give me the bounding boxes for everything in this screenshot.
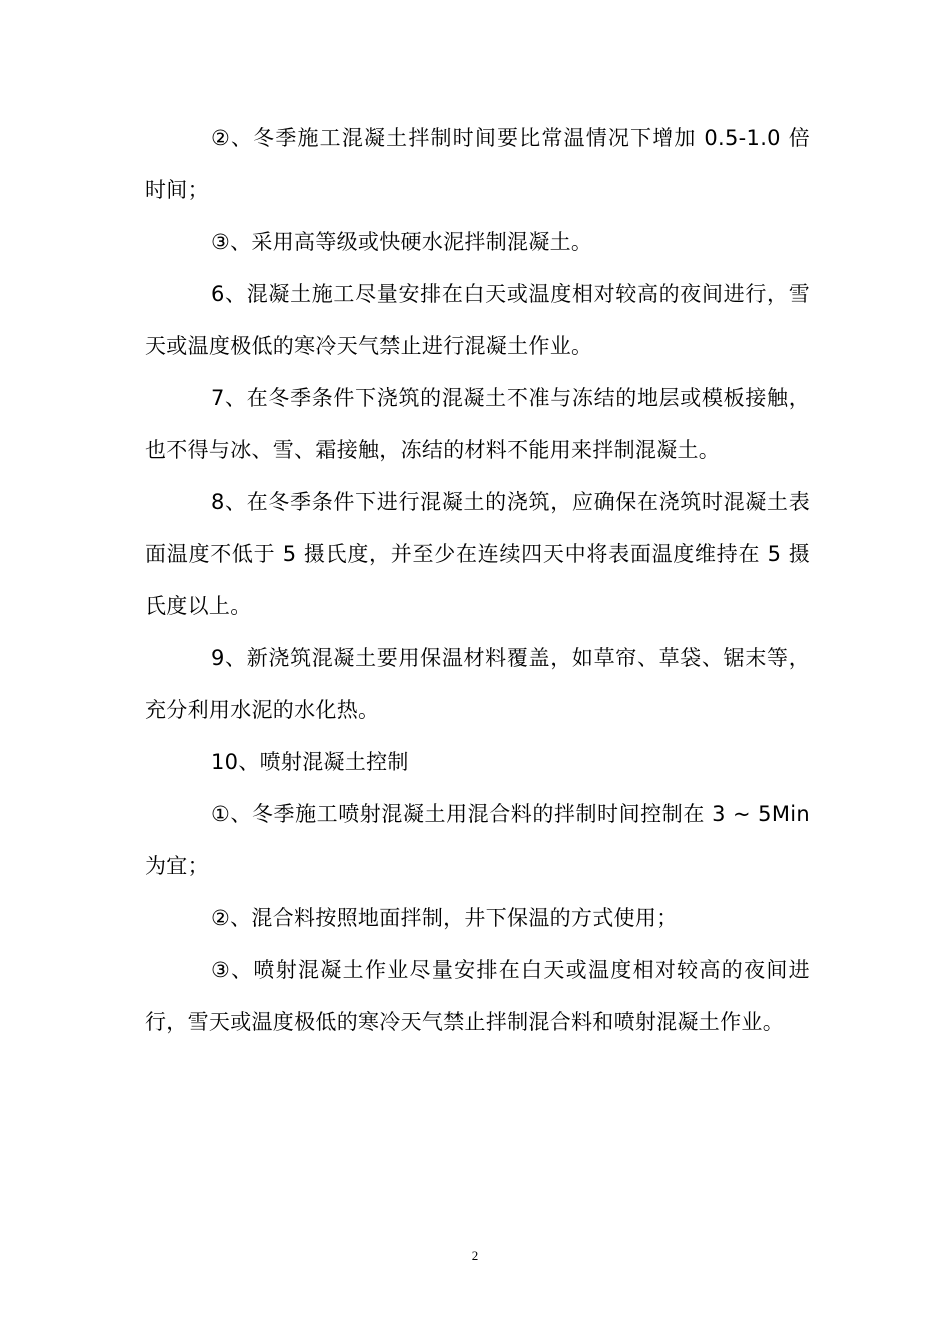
paragraph-item-8: 8、在冬季条件下进行混凝土的浇筑，应确保在浇筑时混凝土表面温度不低于 5 摄氏度，并至少在连续四天中将表面温度维持在 5 摄氏度以上。 [145,490,810,618]
paragraph-shotcrete-mixing-method: ②、混合料按照地面拌制，井下保温的方式使用； [211,906,678,930]
paragraph-shotcrete-mixing-time: ①、冬季施工喷射混凝土用混合料的拌制时间控制在 3 ~ 5Min 为宜； [145,802,810,878]
paragraph-item-7: 7、在冬季条件下浇筑的混凝土不准与冻结的地层或模板接触，也不得与冰、雪、霜接触，冻结的材料不能用来拌制混凝土。 [145,386,810,462]
paragraph-shotcrete-schedule: ③、喷射混凝土作业尽量安排在白天或温度相对较高的夜间进行，雪天或温度极低的寒冷天气禁止拌制混合料和喷射混凝土作业。 [145,958,810,1034]
page-number: 2 [471,1248,479,1263]
paragraph-item-10-heading: 10、喷射混凝土控制 [211,750,409,774]
paragraph-item-9: 9、新浇筑混凝土要用保温材料覆盖，如草帘、草袋、锯末等，充分利用水泥的水化热。 [145,646,810,722]
paragraph-high-grade-cement: ③、采用高等级或快硬水泥拌制混凝土。 [211,230,593,254]
paragraph-mixing-time: ②、冬季施工混凝土拌制时间要比常温情况下增加 0.5-1.0 倍时间； [145,126,810,202]
paragraph-item-6: 6、混凝土施工尽量安排在白天或温度相对较高的夜间进行，雪天或温度极低的寒冷天气禁止进行混凝土作业。 [145,282,810,358]
document-body [145,112,810,1048]
